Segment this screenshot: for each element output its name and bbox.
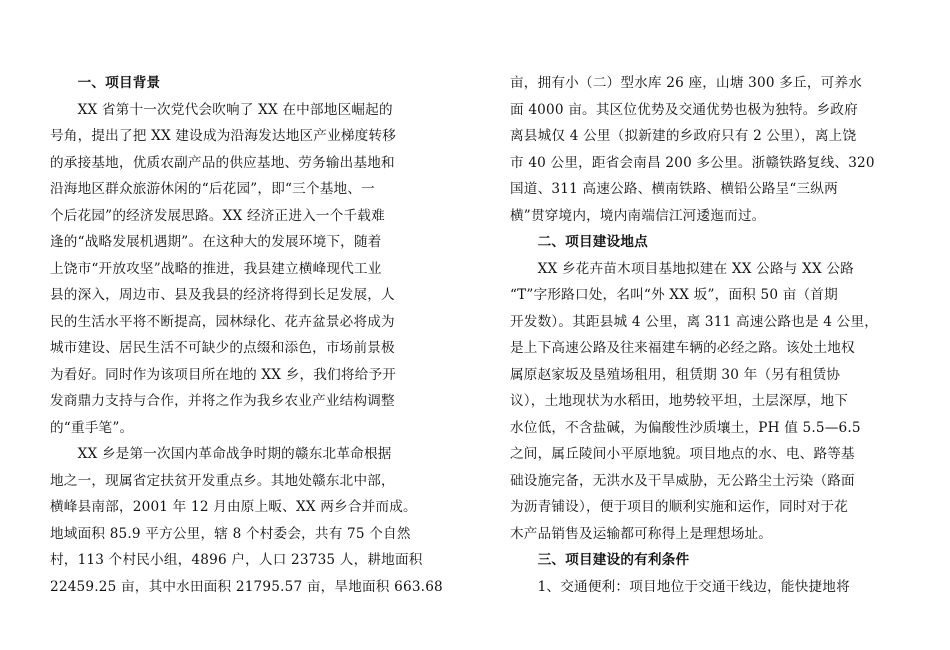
text-line: 开发数）。其距县城 4 公里，离 311 高速公路也是 4 公里，: [510, 313, 879, 330]
text-line: 为沥青铺设），便于项目的顺利实施和运作，同时对于花: [510, 499, 849, 515]
text-line: 发商鼎力支持与合作，并将之作为我乡农业产业结构调整: [50, 393, 395, 409]
text-line: 离县城仅 4 公里（拟新建的乡政府只有 2 公里），离上饶: [510, 128, 857, 144]
text-line: 国道、311 高速公路、横南铁路、横铅公路呈“三纵两: [510, 181, 838, 197]
text-line: 22459.25 亩，其中水田面积 21795.57 亩，旱地面积 663.68: [50, 578, 443, 595]
text-line: 的“重手笔”。: [50, 419, 134, 436]
left-column: [50, 70, 443, 600]
text-line: 的承接基地，优质农副产品的供应基地、劳务输出基地和: [50, 154, 395, 171]
text-line: XX 乡是第一次国内革命战争时期的赣东北革命根据: [50, 446, 392, 462]
text-line: 木产品销售及运输都可称得上是理想场址。: [510, 525, 773, 542]
text-line: XX 省第十一次党代会吹响了 XX 在中部地区崛起的: [50, 101, 393, 118]
text-line: 属原赵家坂及垦殖场租用，租赁期 30 年（另有租赁协: [510, 366, 841, 383]
text-line: 横”贯穿境内，境内南端信江河逶迤而过。: [510, 207, 766, 224]
text-line: 水位低，不含盐碱，为偏酸性沙质壤土，PH 值 5.5—6.5: [510, 419, 861, 436]
section-heading: 二、项目建设地点: [510, 234, 648, 250]
text-line: 村，113 个村民小组，4896 户，人口 23735 人，耕地面积: [50, 552, 423, 568]
text-line: XX 乡花卉苗木项目基地拟建在 XX 公路与 XX 公路: [510, 260, 854, 277]
text-line: 逢的“战略发展机遇期”。在这种大的发展环境下，随着: [50, 234, 382, 250]
right-column: [510, 70, 879, 600]
text-line: 之间，属丘陵间小平原地貌。项目地点的水、电、路等基: [510, 446, 855, 462]
text-line: 市 40 公里，距省会南昌 200 多公里。浙赣铁路复线、320: [510, 154, 875, 171]
text-line: 地域面积 85.9 平方公里，辖 8 个村委会，共有 75 个自然: [50, 525, 411, 542]
section-heading: 三、项目建设的有利条件: [510, 552, 690, 568]
text-line: 议），土地现状为水稻田，地势较平坦，土层深厚，地下: [510, 393, 849, 409]
text-line: 县的深入，周边市、县及我县的经济将得到长足发展，人: [50, 287, 395, 303]
text-line: 地之一，现属省定扶贫开发重点乡。其地处赣东北中部，: [50, 472, 395, 489]
text-line: 面 4000 亩。其区位优势及交通优势也极为独特。乡政府: [510, 101, 858, 118]
text-line: “T”字形路口处，名叫“外 XX 坂”，面积 50 亩（首期: [510, 287, 838, 303]
text-line: 为看好。同时作为该项目所在地的 XX 乡，我们将给予开: [50, 366, 397, 383]
text-line: 1、交通便利：项目地位于交通干线边，能快捷地将: [510, 578, 850, 595]
text-line: 上饶市“开放攻坚”战略的推进，我县建立横峰现代工业: [50, 260, 382, 277]
section-heading: 一、项目背景: [50, 75, 161, 91]
text-line: 沿海地区群众旅游休闲的“后花园”，即“三个基地、一: [50, 181, 375, 197]
text-line: 号角，提出了把 XX 建设成为沿海发达地区产业梯度转移: [50, 128, 397, 144]
text-line: 民的生活水平将不断提高，园林绿化、花卉盆景必将成为: [50, 313, 395, 330]
text-line: 是上下高速公路及往来福建车辆的必经之路。该处土地权: [510, 340, 855, 356]
text-line: 个后花园”的经济发展思路。XX 经济正进入一个千载难: [50, 207, 385, 224]
text-line: 础设施完备，无洪水及干旱威胁，无公路尘土污染（路面: [510, 472, 855, 489]
text-line: 城市建设、居民生活不可缺少的点缀和添色，市场前景极: [50, 340, 395, 356]
text-line: 横峰县南部，2001 年 12 月由原上畈、XX 两乡合并而成。: [50, 499, 417, 515]
text-line: 亩，拥有小（二）型水库 26 座，山塘 300 多丘，可养水: [510, 75, 862, 91]
